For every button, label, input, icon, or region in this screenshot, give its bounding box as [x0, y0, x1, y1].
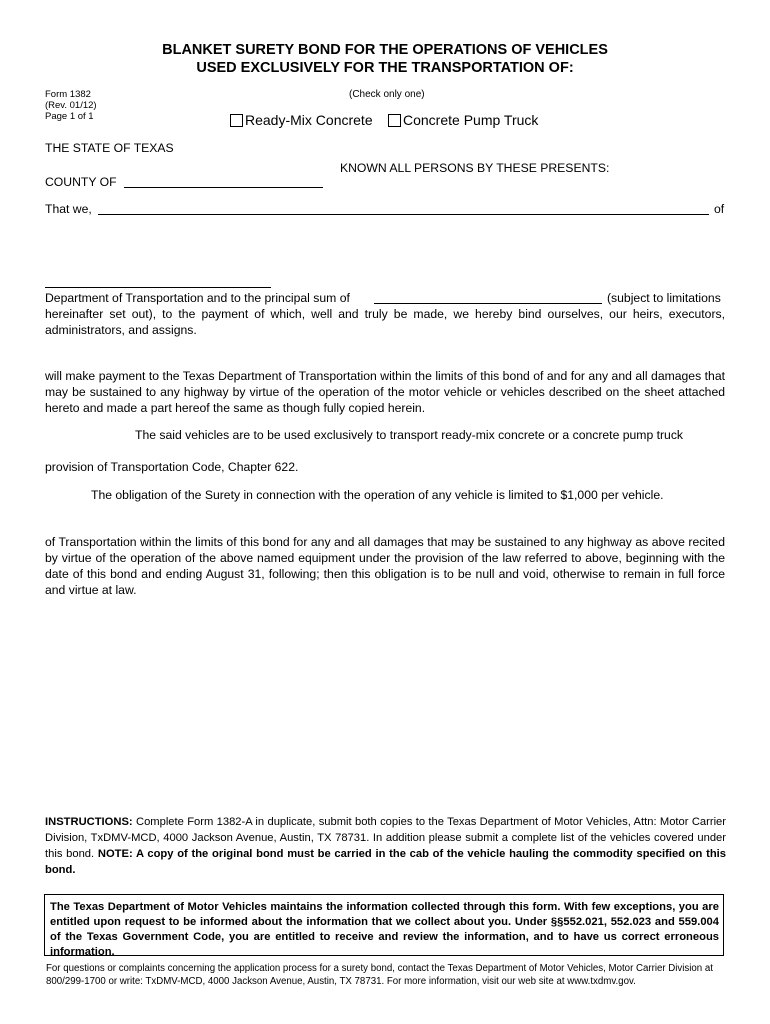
limits-paragraph: of Transportation within the limits of this bond for any and all damages that may be sustained to any highway as above recited by virtue of the operation of the above named equipment under the provision of the law referred to above, beginning with the date of this bond and ending August 31, following; then this obligation is to be null and void, otherwise to remain in full force and virtue at law.: [45, 535, 725, 597]
principal-sum-line[interactable]: [374, 303, 602, 304]
ready-mix-label: Ready-Mix Concrete: [245, 112, 373, 128]
form-title-line1: BLANKET SURETY BOND FOR THE OPERATIONS OF VEHICLES: [162, 42, 608, 58]
obligation-paragraph: The obligation of the Surety in connection with the operation of any vehicle is limited to $1,000 per vehicle.: [91, 488, 664, 502]
that-we-of: of: [714, 202, 725, 216]
principal-name-line[interactable]: [98, 214, 709, 215]
pump-truck-label: Concrete Pump Truck: [403, 112, 539, 128]
vehicles-paragraph: The said vehicles are to be used exclusively to transport ready-mix concrete or a concrete pump truck: [135, 428, 684, 442]
provision-paragraph: provision of Transportation Code, Chapter 622.: [45, 460, 299, 474]
instructions-block: [45, 814, 726, 878]
principal-sum-lead: Department of Transportation and to the principal sum of: [45, 291, 350, 305]
form-title-line2: USED EXCLUSIVELY FOR THE TRANSPORTATION OF:: [196, 60, 574, 76]
county-input-line[interactable]: [124, 187, 323, 188]
option-ready-mix[interactable]: [230, 112, 373, 128]
instructions-note: NOTE: A copy of the original bond must be carried in the cab of the vehicle hauling the commodity specified on this bond.: [45, 848, 727, 876]
known-all-persons: KNOWN ALL PERSONS BY THESE PRESENTS:: [340, 161, 610, 175]
instructions-text: Complete Form 1382-A in duplicate, submit both copies to the Texas Department of Motor Vehicles, Attn: Motor Carrier Division, TxDMV-MCD, 4000 Jackson Avenue, Austin, TX 78731. In addition please submit a complete list of the vehicles covered under this bond.: [45, 816, 727, 860]
pump-truck-checkbox[interactable]: [388, 114, 401, 127]
form-page: Page 1 of 1: [45, 111, 94, 122]
form-revision: (Rev. 01/12): [45, 100, 97, 111]
privacy-notice-box: [44, 894, 724, 956]
form-number: Form 1382: [45, 89, 91, 100]
principal-sum-rest: hereinafter set out), to the payment of which, well and truly be made, we hereby bind ourselves, our heirs, executors, administrators, and assigns.: [45, 307, 725, 337]
option-pump-truck[interactable]: [388, 112, 538, 128]
privacy-notice-text: The Texas Department of Motor Vehicles maintains the information collected through this form. With few exceptions, you are entitled upon request to be informed about the information that we collect about you. Under §§552.021, 552.023 and 559.004 of the Texas Government Code, you are entitled to receive and review the information, and to have us correct erroneous information.: [50, 901, 719, 958]
payment-paragraph: will make payment to the Texas Department of Transportation within the limits of this bond of and for any and all damages that may be sustained to any highway by virtue of the operation of the motor vehicle or vehicles described on the sheet attached hereto and made a part hereof the same as though fully copied herein.: [45, 369, 725, 415]
footer-contact: For questions or complaints concerning the application process for a surety bond, contact the Texas Department of Motor Vehicles, Motor Carrier Division at 800/299-1700 or write: TxDMV-MCD, 4000 Jackson Avenue, Austin, TX 78731. For more information, visit our web site at www.txdmv.gov.: [46, 963, 713, 987]
principal-sum-tail: (subject to limitations: [607, 291, 721, 305]
check-only-one-note: (Check only one): [349, 89, 425, 100]
state-of-texas: THE STATE OF TEXAS: [45, 141, 174, 155]
that-we-label: That we,: [45, 202, 92, 216]
instructions-label: INSTRUCTIONS:: [45, 816, 133, 828]
ready-mix-checkbox[interactable]: [230, 114, 243, 127]
county-label: COUNTY OF: [45, 175, 117, 189]
surety-name-line[interactable]: [45, 287, 271, 288]
